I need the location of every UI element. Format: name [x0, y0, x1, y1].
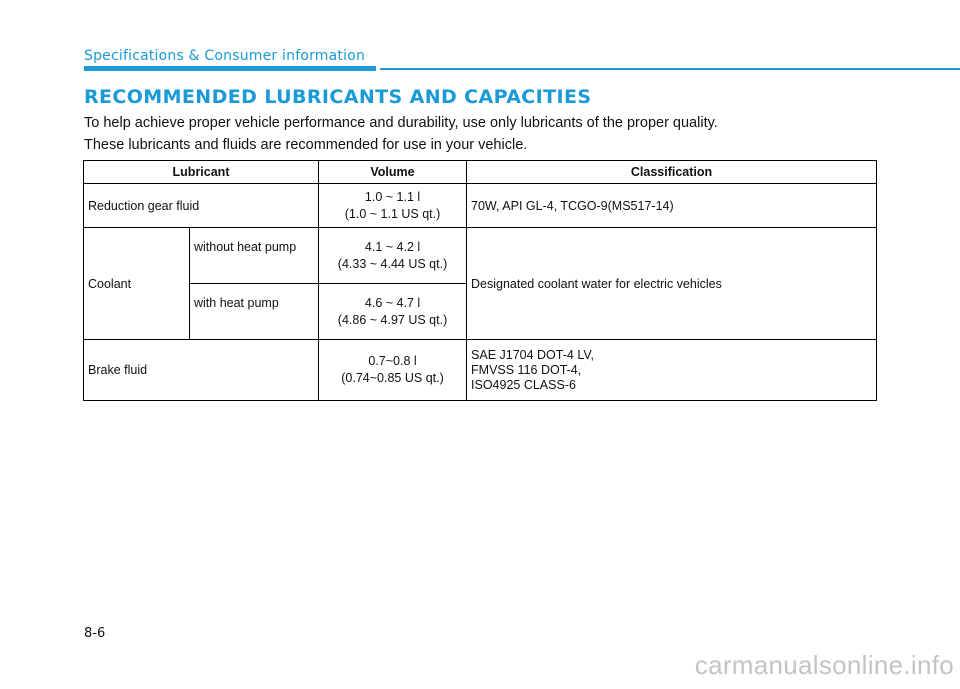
volume-quarts: (0.74~0.85 US qt.): [341, 371, 444, 385]
cell-lubricant-reduction: Reduction gear fluid: [84, 184, 319, 228]
header-rule-thick: [84, 66, 376, 71]
table-row: [84, 184, 877, 228]
cell-class-reduction: 70W, API GL-4, TCGO-9(MS517-14): [467, 184, 877, 228]
section-header: Specifications & Consumer information: [84, 48, 366, 64]
cell-volume-brake: [319, 340, 467, 401]
header-classification: Classification: [467, 161, 877, 184]
cell-class-brake: [467, 340, 877, 401]
intro-line-1: To help achieve proper vehicle performance and durability, use only lubricants of the proper quality.: [84, 115, 718, 131]
cell-coolant-without-heat-pump: without heat pump: [190, 228, 319, 284]
header-lubricant: Lubricant: [84, 161, 319, 184]
cell-volume-coolant-without: [319, 228, 467, 284]
volume-quarts: (4.33 ~ 4.44 US qt.): [337, 256, 448, 271]
cell-volume-reduction: [319, 184, 467, 228]
cell-volume-coolant-with: [319, 284, 467, 340]
volume-liters: 4.6 ~ 4.7 l: [364, 295, 421, 310]
lubricants-table: [83, 160, 877, 401]
page-title: RECOMMENDED LUBRICANTS AND CAPACITIES: [84, 86, 592, 108]
page-number: 8-6: [84, 626, 106, 641]
classification-line: FMVSS 116 DOT-4,: [471, 362, 582, 377]
cell-class-coolant: Designated coolant water for electric vehicles: [467, 228, 877, 340]
volume-quarts: (4.86 ~ 4.97 US qt.): [337, 312, 448, 327]
cell-lubricant-brake: Brake fluid: [84, 340, 319, 401]
classification-line: SAE J1704 DOT-4 LV,: [471, 347, 595, 362]
table-header-row: [84, 161, 877, 184]
volume-liters: 0.7~0.8 l: [368, 354, 417, 368]
watermark-logo: carmanualsonline.info: [694, 650, 954, 680]
cell-coolant-with-heat-pump: with heat pump: [190, 284, 319, 340]
header-volume: Volume: [319, 161, 467, 184]
classification-line: ISO4925 CLASS-6: [471, 377, 576, 392]
table-row: [84, 228, 877, 284]
header-rule-thin: [380, 68, 960, 70]
intro-line-2: These lubricants and fluids are recommended for use in your vehicle.: [84, 137, 528, 153]
volume-liters: 4.1 ~ 4.2 l: [364, 239, 421, 254]
table-row: [84, 340, 877, 401]
volume-liters: 1.0 ~ 1.1 l: [364, 189, 421, 204]
intro-text: [84, 112, 884, 156]
volume-quarts: (1.0 ~ 1.1 US qt.): [344, 206, 441, 221]
cell-lubricant-coolant: Coolant: [84, 228, 190, 340]
